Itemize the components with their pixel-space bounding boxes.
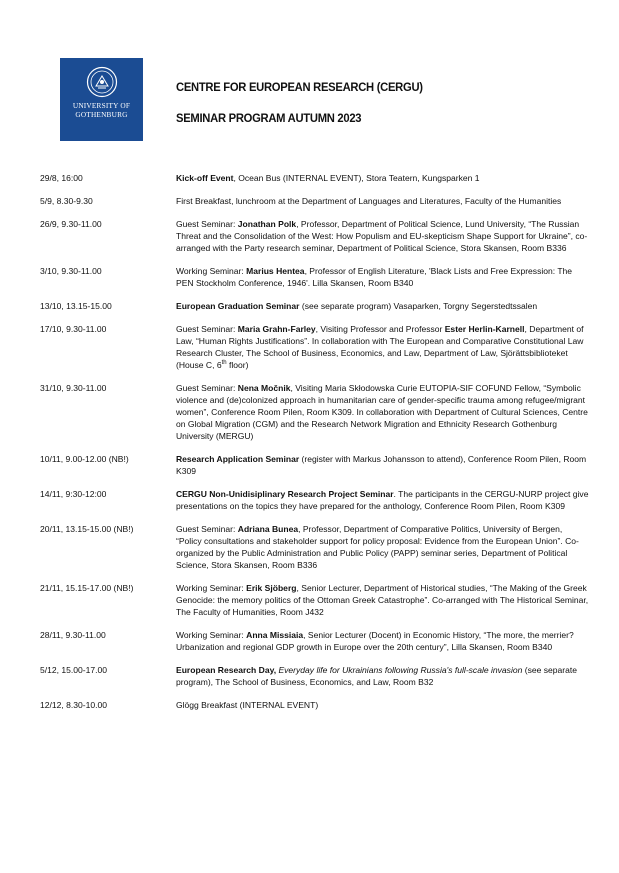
seminar-row (40, 195, 590, 207)
seminar-title: European Graduation Seminar (176, 301, 300, 311)
seminar-date: 31/10, 9.30-11.00 (40, 383, 107, 393)
speaker-name: Anna Missiaia (246, 630, 304, 640)
seminar-row (40, 453, 590, 477)
seminar-row (40, 323, 590, 371)
seminar-title: CERGU Non-Unidisiplinary Research Project Seminar (176, 489, 394, 499)
seminar-date: 17/10, 9.30-11.00 (40, 324, 107, 334)
seminar-description: Guest Seminar: Maria Grahn-Farley, Visiting Professor and Professor Ester Herlin-Karnell, Department of Law, “Human Rights Justifications”. In collaboration with The European and Comparative Constitutional Law Research Cluster, The School of Business, Economics, and Law, Department of Law, Sjörättsbiblioteket (House C, 6th floor) (176, 324, 584, 370)
seminar-description: Working Seminar: Marius Hentea, Professor of English Literature, 'Black Lists and Free Expression: The PEN Stockholm Conference, 1946'. Lilla Skansen, Room B340 (176, 266, 573, 288)
seminar-date: 26/9, 9.30-11.00 (40, 219, 102, 229)
seminar-row (40, 382, 590, 442)
seminar-description: Working Seminar: Erik Sjöberg, Senior Lecturer, Department of Historical studies, “The Making of the Greek Genocide: the memory politics of the Ottoman Greek Catastrophe”. Co-arranged with The Historical Seminar, The Faculty of Humanities, Room J432 (176, 583, 589, 617)
seminar-description: Guest Seminar: Jonathan Polk, Professor, Department of Political Science, Lund University, “The Russian Threat and the Consolidation of the West: How Populism and EU-skepticism Shape Support for Ukraine”, co-arranged with the Party research seminar, Department of Political Science, Stora Skansen, Room B336 (176, 219, 588, 253)
seminar-date: 20/11, 13.15-15.00 (NB!) (40, 524, 134, 534)
logo-text-line2: GOTHENBURG (75, 110, 128, 119)
seminar-row (40, 582, 590, 618)
seminar-row (40, 523, 590, 571)
speaker-name: Marius Hentea (246, 266, 305, 276)
seminar-date: 14/11, 9:30-12:00 (40, 489, 107, 499)
seminar-date: 13/10, 13.15-15.00 (40, 301, 112, 311)
seminar-date: 21/11, 15.15-17.00 (NB!) (40, 583, 134, 593)
seminar-description: Research Application Seminar (register with Markus Johansson to attend), Conference Room Pilen, Room K309 (176, 454, 587, 476)
seminar-row (40, 664, 590, 688)
university-logo (60, 58, 143, 141)
seminar-date: 28/11, 9.30-11.00 (40, 630, 106, 640)
seminar-theme: Everyday life for Ukrainians following Russia's full-scale invasion (276, 665, 523, 675)
seminar-description: Guest Seminar: Nena Močnik, Visiting Maria Skłodowska Curie EUTOPIA-SIF COFUND Fellow, “Symbolic violence and (de)colonized approach in humanitarian care of gender-specific trauma among refugee/migrant women”, Conference Room Pilen, Room K309. In collaboration with Department of Cultural Sciences, Centre on Global Migration (CGM) and the Research Network Migration and Ethnicity Research Gothenburg University (MERGU) (176, 383, 588, 441)
seminar-title: Kick-off Event (176, 173, 234, 183)
page-subtitle: SEMINAR PROGRAM AUTUMN 2023 (176, 111, 362, 125)
speaker-name: Jonathan Polk (237, 219, 297, 229)
seminar-description: European Research Day, Everyday life for Ukrainians following Russia's full-scale invasion (see separate program), The School of Business, Economics, and Law, Room B32 (176, 665, 577, 687)
seminar-description: First Breakfast, lunchroom at the Department of Languages and Literatures, Faculty of the Humanities (176, 196, 562, 206)
seminar-date: 3/10, 9.30-11.00 (40, 266, 102, 276)
seminar-list (40, 172, 590, 722)
university-seal-icon (86, 66, 118, 98)
speaker-name: Nena Močnik (237, 383, 291, 393)
seminar-row (40, 218, 590, 254)
speaker-name: Ester Herlin-Karnell (444, 324, 525, 334)
seminar-date: 5/9, 8.30-9.30 (40, 196, 93, 206)
speaker-name: Maria Grahn-Farley (237, 324, 316, 334)
seminar-description: Kick-off Event, Ocean Bus (INTERNAL EVENT), Stora Teatern, Kungsparken 1 (176, 173, 480, 183)
seminar-title: European Research Day, (176, 665, 277, 675)
seminar-date: 5/12, 15.00-17.00 (40, 665, 108, 675)
seminar-description: CERGU Non-Unidisiplinary Research Project Seminar. The participants in the CERGU-NURP project give presentations on the topics they have prepared for the anthology, Conference Room Pilen, Room K309 (176, 489, 589, 511)
seminar-date: 10/11, 9.00-12.00 (NB!) (40, 454, 129, 464)
seminar-date: 29/8, 16:00 (40, 173, 83, 183)
seminar-row (40, 172, 590, 184)
seminar-description: European Graduation Seminar (see separate program) Vasaparken, Torgny Segerstedtssalen (176, 301, 538, 311)
seminar-row (40, 629, 590, 653)
speaker-name: Adriana Bunea (237, 524, 299, 534)
seminar-date: 12/12, 8.30-10.00 (40, 700, 108, 710)
seminar-row (40, 265, 590, 289)
logo-text-line1: UNIVERSITY OF (72, 101, 131, 110)
seminar-description: Working Seminar: Anna Missiaia, Senior Lecturer (Docent) in Economic History, “The more, the merrier? Urbanization and regional GDP growth in Europe over the 20th century”, Lilla Skansen, Room B340 (176, 630, 574, 652)
seminar-row (40, 300, 590, 312)
seminar-row (40, 488, 590, 512)
page-title: CENTRE FOR EUROPEAN RESEARCH (CERGU) (176, 80, 423, 94)
seminar-description: Glögg Breakfast (INTERNAL EVENT) (176, 700, 319, 710)
seminar-title: Research Application Seminar (176, 454, 300, 464)
seminar-description: Guest Seminar: Adriana Bunea, Professor, Department of Comparative Politics, University of Bergen, “Policy consultations and stakeholder support for policy proposal: Evidence from the European Union”. Co-organized by the Public Administration and Public Policy (PAPP) seminar series, Department of Political Science, Stora Skansen, Room B336 (176, 524, 579, 570)
speaker-name: Erik Sjöberg (246, 583, 297, 593)
seminar-row (40, 699, 590, 711)
